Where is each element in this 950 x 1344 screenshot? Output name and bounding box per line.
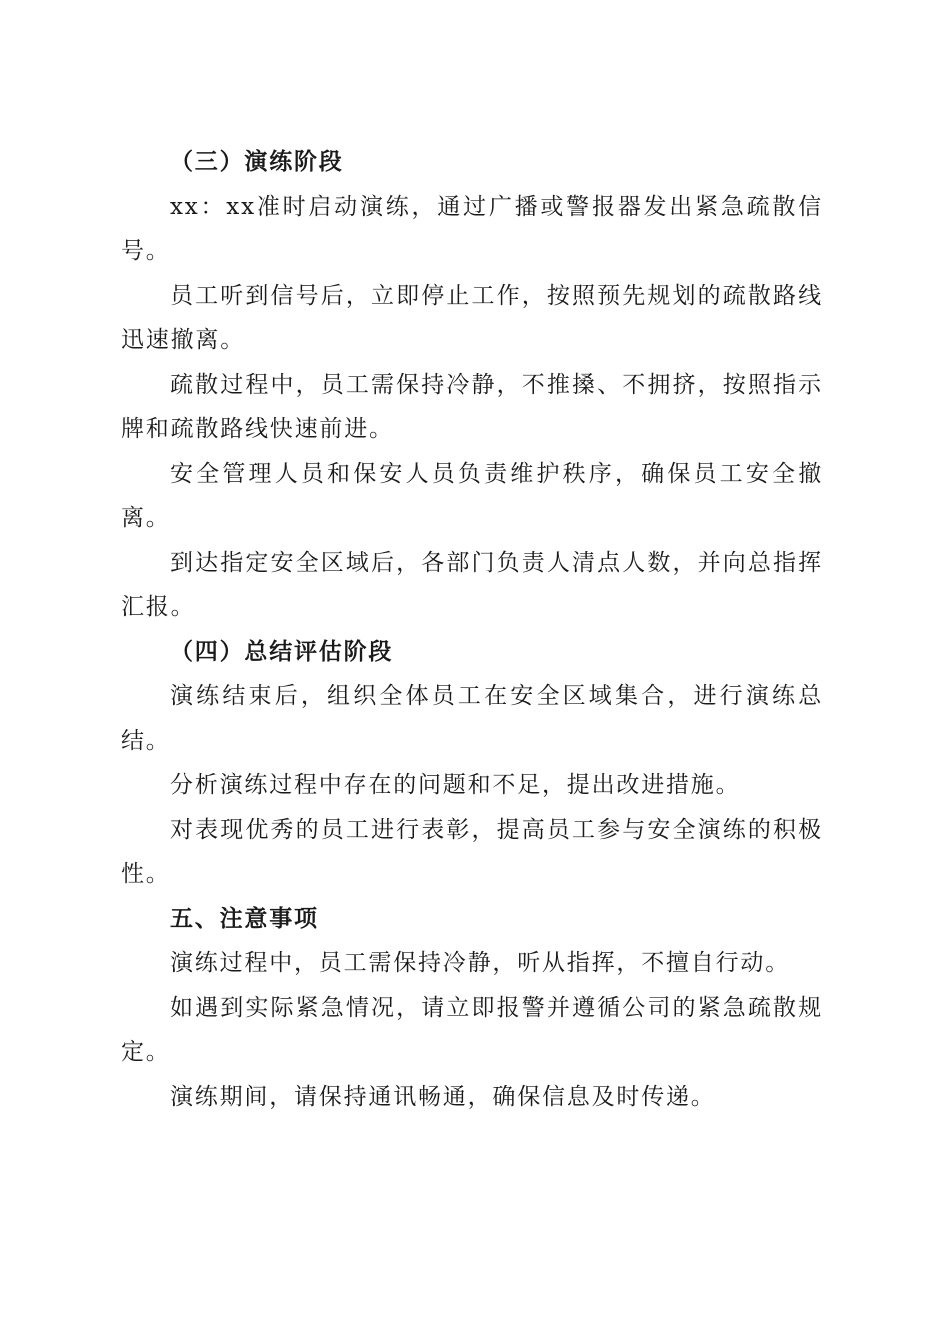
paragraph: 分析演练过程中存在的问题和不足，提出改进措施。 bbox=[170, 772, 741, 798]
paragraph: 疏散过程中，员工需保持冷静，不推搡、不拥挤，按照指示牌和疏散路线快速前进。 bbox=[121, 371, 823, 442]
paragraph: 到达指定安全区域后，各部门负责人清点人数，并向总指挥汇报。 bbox=[121, 549, 823, 620]
section-heading-notes: 五、注意事项 bbox=[170, 905, 319, 932]
paragraph: 安全管理人员和保安人员负责维护秩序，确保员工安全撤离。 bbox=[121, 460, 823, 531]
paragraph: 员工听到信号后，立即停止工作，按照预先规划的疏散路线迅速撤离。 bbox=[121, 282, 823, 353]
paragraph: 演练期间，请保持通讯畅通，确保信息及时传递。 bbox=[170, 1083, 716, 1110]
paragraph: 演练结束后，组织全体员工在安全区域集合，进行演练总结。 bbox=[121, 683, 823, 754]
subheading-drill-stage: （三）演练阶段 bbox=[170, 148, 344, 175]
subheading-summary-stage: （四）总结评估阶段 bbox=[170, 637, 394, 665]
paragraph: 对表现优秀的员工进行表彰，提高员工参与安全演练的积极性。 bbox=[121, 816, 823, 887]
paragraph: 演练过程中，员工需保持冷静，听从指挥，不擅自行动。 bbox=[170, 950, 790, 976]
document-body bbox=[121, 140, 823, 1119]
paragraph: 如遇到实际紧急情况，请立即报警并遵循公司的紧急疏散规定。 bbox=[121, 994, 823, 1065]
paragraph: xx：xx准时启动演练，通过广播或警报器发出紧急疏散信号。 bbox=[121, 193, 823, 264]
